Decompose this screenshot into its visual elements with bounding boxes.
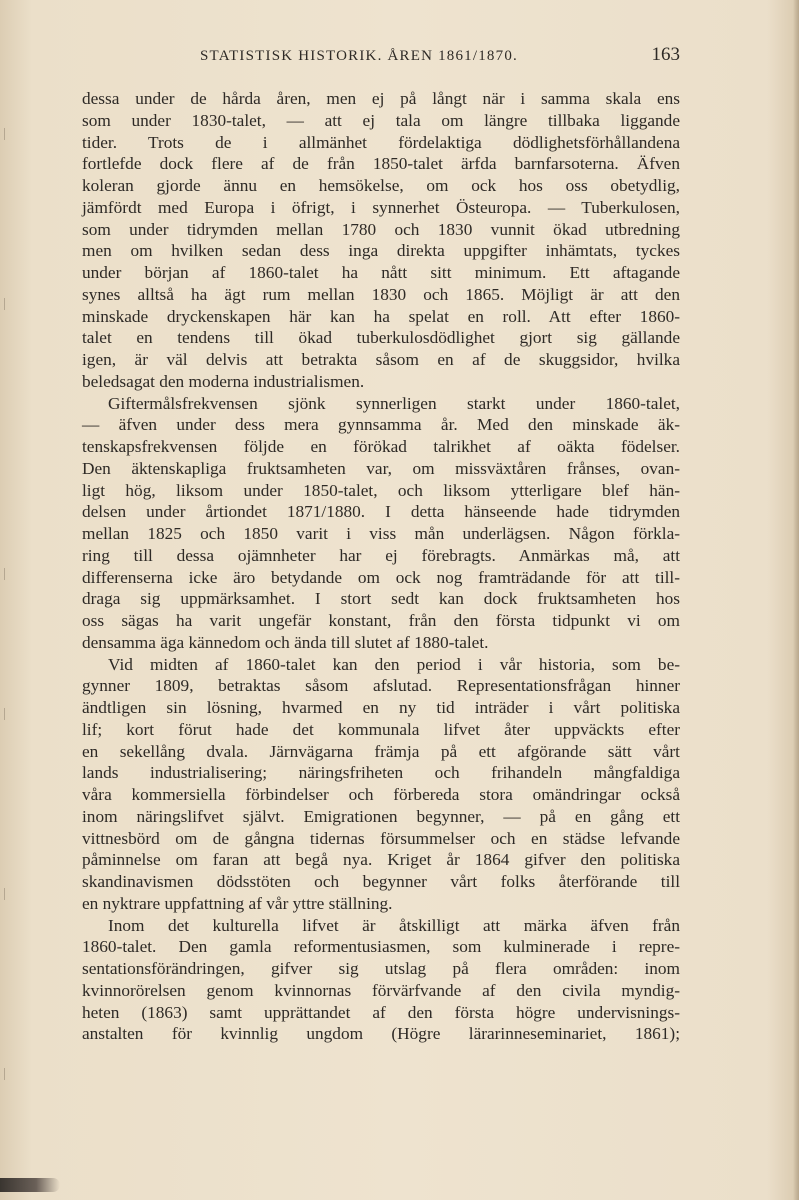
text-line: beledsagat den moderna industrialismen. xyxy=(82,371,365,391)
text-line: Giftermålsfrekvensen sjönk synnerligen starkt under 1860-talet, xyxy=(108,393,680,413)
text-line: koleran gjorde ännu en hemsökelse, om ock hos oss obetydlig, xyxy=(82,176,680,195)
margin-mark xyxy=(4,298,13,310)
margin-mark xyxy=(4,128,13,140)
scan-smudge xyxy=(0,1178,60,1192)
text-line: mellan 1825 och 1850 varit i viss mån underlägsen. Någon förkla- xyxy=(82,524,680,543)
text-line: anstalten för kvinnlig ungdom (Högre lärarinneseminariet, 1861); xyxy=(82,1024,680,1044)
text-line: Vid midten af 1860-talet kan den period i vår historia, som be- xyxy=(108,654,680,674)
text-line: differenserna icke äro betydande om ock nog framträdande för att till- xyxy=(82,567,680,587)
text-line: som under tidrymden mellan 1780 och 1830 vunnit ökad utbredning xyxy=(82,219,680,239)
running-title: STATISTISK HISTORIK. ÅREN 1861/1870. xyxy=(200,48,518,64)
margin-mark xyxy=(4,568,13,580)
text-line: sentationsförändringen, gifver sig utslag på flera områden: inom xyxy=(82,959,680,978)
text-line: delsen under årtiondet 1871/1880. I detta hänseende hade tidrymden xyxy=(82,502,680,522)
text-line: tenskapsfrekvensen följde en förökad talrikhet af oäkta födelser. xyxy=(82,437,680,456)
page-number: 163 xyxy=(651,44,680,65)
text-line: jämfördt med Europa i öfrigt, i synnerhet Östeuropa. — Tuberkulosen, xyxy=(82,197,680,217)
text-line: igen, är väl delvis att betrakta såsom en af de skuggsidor, hvilka xyxy=(82,350,680,369)
text-line: men om hvilken sedan dess inga direkta uppgifter inhämtats, tyckes xyxy=(82,241,680,261)
text-line: gynner 1809, betraktas såsom afslutad. Representationsfrågan hinner xyxy=(82,676,680,696)
text-line: heten (1863) samt upprättandet af den första högre undervisnings- xyxy=(82,1002,680,1022)
text-line: tider. Trots de i allmänhet fördelaktiga dödlighetsförhållandena xyxy=(82,132,680,152)
text-line: lif; kort förut hade det kommunala lifvet åter uppväckts efter xyxy=(82,719,680,739)
margin-mark xyxy=(4,888,13,900)
text-line: en sekellång dvala. Järnvägarna främja på ett afgörande sätt vårt xyxy=(82,741,680,761)
text-line: talet en tendens till ökad tuberkulosdödlighet gjort sig gällande xyxy=(82,328,680,348)
text-line: draga sig uppmärksamhet. I stort sedt kan dock fruktsamheten hos xyxy=(82,589,680,609)
text-line: fortlefde dock flere af de från 1850-talet ärfda barnfarsoterna. Äfven xyxy=(82,154,680,174)
text-line: vittnesbörd om de gångna tidernas försummelser och en städse lefvande xyxy=(82,828,680,848)
margin-mark xyxy=(4,708,13,720)
text-line: våra kommersiella förbindelser och förbereda stora omändringar också xyxy=(82,785,680,804)
body-text xyxy=(82,88,680,1045)
text-line: lands industrialisering; näringsfriheten och frihandeln mångfaldiga xyxy=(82,763,680,783)
text-line: — äfven under dess mera gynnsamma år. Med den minskade äk- xyxy=(82,415,680,435)
text-line: ändtligen sin lösning, hvarmed en ny tid inträder i vårt politiska xyxy=(82,698,680,717)
text-line: dessa under de hårda åren, men ej på långt när i samma skala ens xyxy=(82,89,680,108)
text-line: minskade dryckenskapen här kan ha spelat en roll. Att efter 1860- xyxy=(82,306,680,326)
page-header xyxy=(82,44,680,74)
text-line: inom näringslifvet självt. Emigrationen begynner, — på en gång ett xyxy=(82,806,680,826)
text-line: påminnelse om faran att begå nya. Kriget år 1864 gifver den politiska xyxy=(82,850,680,870)
text-line: en nyktrare uppfattning af vår yttre ställning. xyxy=(82,893,393,913)
text-line: kvinnorörelsen genom kvinnornas förvärfvande af den civila myndig- xyxy=(82,980,680,1000)
text-line: 1860-talet. Den gamla reformentusiasmen, som kulminerade i repre- xyxy=(82,937,680,957)
text-line: synes alltså ha ägt rum mellan 1830 och 1865. Möjligt är att den xyxy=(82,284,680,304)
text-line: densamma äga kännedom och ända till slutet af 1880-talet. xyxy=(82,632,489,652)
page-edge-shadow xyxy=(793,0,799,1200)
text-line: Den äktenskapliga fruktsamheten var, om missväxtåren frånses, ovan- xyxy=(82,458,680,478)
text-line: som under 1830-talet, — att ej tala om längre tillbaka liggande xyxy=(82,110,680,130)
text-line: ring till dessa ojämnheter har ej förebragts. Anmärkas må, att xyxy=(82,545,680,565)
text-line: oss sägas ha varit ungefär konstant, från den första tidpunkt vi om xyxy=(82,611,680,630)
text-line: under början af 1860-talet ha nått sitt minimum. Ett aftagande xyxy=(82,263,680,282)
text-line: ligt hög, liksom under 1850-talet, och liksom ytterligare blef hän- xyxy=(82,480,680,500)
margin-mark xyxy=(4,1068,13,1080)
text-line: skandinavismen dödsstöten och begynner vårt folks återförande till xyxy=(82,872,680,891)
text-line: Inom det kulturella lifvet är åtskilligt att märka äfven från xyxy=(108,915,680,935)
